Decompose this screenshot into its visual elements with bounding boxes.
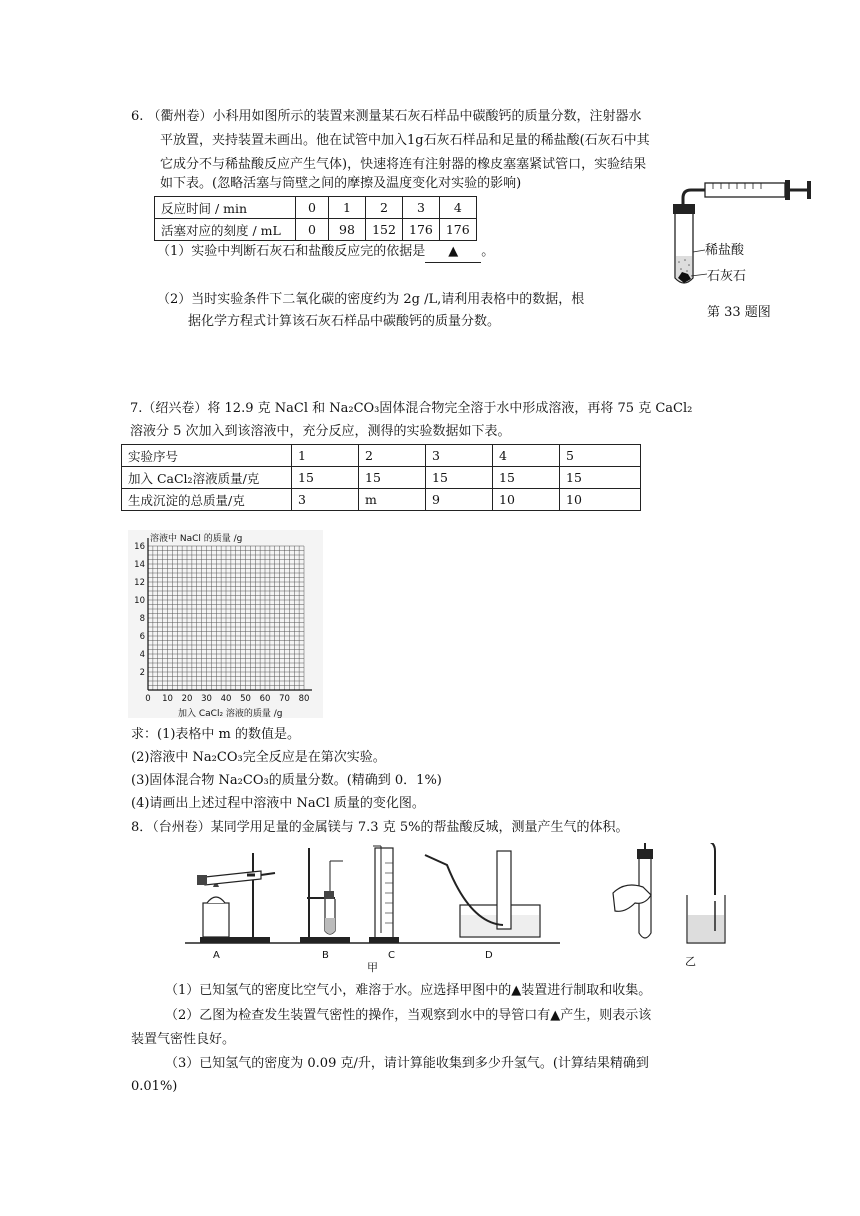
q6-line-2: 平放置，夹持装置未画出。他在试管中加入1g石灰石样品和足量的稀盐酸(石灰石中其 xyxy=(160,133,650,148)
apparatus-label-a: A xyxy=(213,950,220,961)
x-tick-label: 70 xyxy=(279,694,290,704)
q7-table xyxy=(121,444,641,511)
table-cell: 1 xyxy=(292,445,359,467)
x-tick-label: 40 xyxy=(220,694,232,704)
syringe-test-tube-figure xyxy=(655,170,820,305)
table-cell: 15 xyxy=(359,467,426,489)
x-tick-label: 0 xyxy=(145,694,151,704)
table-cell: 15 xyxy=(292,467,359,489)
table-cell: 98 xyxy=(329,219,366,241)
x-tick-label: 50 xyxy=(240,694,251,704)
table-cell: 9 xyxy=(426,489,493,511)
x-tick-label: 30 xyxy=(201,694,212,704)
table-cell: 3 xyxy=(426,445,493,467)
apparatus-yi-figure xyxy=(605,843,735,973)
table-cell: 生成沉淀的总质量/克 xyxy=(122,489,292,511)
q6-line-1: 6. （衢州卷）小科用如图所示的装置来测量某石灰石样品中碳酸钙的质量分数，注射器水 xyxy=(131,109,642,124)
table-cell: 15 xyxy=(560,467,641,489)
table-cell: 4 xyxy=(439,197,476,219)
table-cell: 活塞对应的刻度 / mL xyxy=(155,219,296,241)
chart-x-label: 加入 CaCl₂ 溶液的质量 /g xyxy=(178,709,283,718)
table-cell: 反应时间 / min xyxy=(155,197,296,219)
apparatus-label-b: B xyxy=(322,950,329,961)
y-tick-label: 6 xyxy=(139,632,145,642)
table-cell: 0 xyxy=(296,197,329,219)
group-label-jia: 甲 xyxy=(367,961,378,973)
q7-question-4: (4)请画出上述过程中溶液中 NaCl 质量的变化图。 xyxy=(131,796,425,811)
table-cell: 152 xyxy=(366,219,403,241)
y-tick-label: 4 xyxy=(139,650,145,660)
q6-line-4: 如下表。(忽略活塞与筒壁之间的摩擦及温度变化对实验的影响) xyxy=(160,176,522,191)
q6-sub1-text: （1）实验中判断石灰石和盐酸反应完的依据是 xyxy=(157,244,426,259)
table-cell: 1 xyxy=(329,197,366,219)
table-cell: 10 xyxy=(560,489,641,511)
table-cell: 10 xyxy=(493,489,560,511)
table-cell: 176 xyxy=(403,219,440,241)
q6-sub2-line2: 据化学方程式计算该石灰石样品中碳酸钙的质量分数。 xyxy=(188,314,501,329)
q7-line-2: 溶液分 5 次加入到该溶液中，充分反应，测得的实验数据如下表。 xyxy=(130,424,511,439)
table-cell: 0 xyxy=(296,219,329,241)
q6-sub1 xyxy=(157,242,494,263)
table-cell: 15 xyxy=(426,467,493,489)
q6-line-3: 它成分不与稀盐酸反应产生气体)，快速将连有注射器的橡皮塞塞紧试管口，实验结果 xyxy=(160,157,647,172)
q7-question-2: (2)溶液中 Na₂CO₃完全反应是在第次实验。 xyxy=(131,750,386,765)
y-tick-label: 12 xyxy=(134,578,145,588)
table-cell: 3 xyxy=(292,489,359,511)
q7-line-1: 7.（绍兴卷）将 12.9 克 NaCl 和 Na₂CO₃固体混合物完全溶于水中形成溶液，再将 75 克 CaCl₂ xyxy=(130,401,693,416)
apparatus-jia-figure xyxy=(185,843,560,973)
table-cell: 4 xyxy=(493,445,560,467)
y-tick-label: 8 xyxy=(139,614,145,624)
y-tick-label: 2 xyxy=(139,668,145,678)
x-tick-label: 20 xyxy=(181,694,193,704)
q6-sub2-line1: （2）当时实验条件下二氧化碳的密度约为 2g /L,请利用表格中的数据，根 xyxy=(157,292,585,307)
table-cell: 5 xyxy=(560,445,641,467)
table-cell: 加入 CaCl₂溶液质量/克 xyxy=(122,467,292,489)
table-row xyxy=(155,197,477,219)
q7-question-3: (3)固体混合物 Na₂CO₃的质量分数。(精确到 0．1%) xyxy=(131,773,442,788)
x-tick-label: 60 xyxy=(259,694,271,704)
q7-question-1: 求：(1)表格中 m 的数值是。 xyxy=(131,727,301,742)
q8-sub2-line1: （2）乙图为检查发生装置气密性的操作，当观察到水中的导管口有▲产生，则表示该 xyxy=(165,1008,652,1023)
y-tick-label: 16 xyxy=(134,542,145,552)
label-dilute-hcl: 稀盐酸 xyxy=(705,243,745,258)
chart-y-label: 溶液中 NaCl 的质量 /g xyxy=(150,534,243,544)
q8-sub1: （1）已知氢气的密度比空气小，难溶于水。应选择甲图中的▲装置进行制取和收集。 xyxy=(165,983,652,998)
label-limestone: 石灰石 xyxy=(707,269,747,284)
table-row xyxy=(122,489,641,511)
q8-sub2-line2: 装置气密性良好。 xyxy=(131,1032,236,1047)
table-row xyxy=(122,445,641,467)
table-cell: m xyxy=(359,489,426,511)
answer-blank: ▲ xyxy=(425,242,481,263)
x-tick-label: 80 xyxy=(298,694,310,704)
y-tick-label: 10 xyxy=(134,596,145,606)
q8-sub3-line2: 0.01%) xyxy=(131,1079,178,1094)
group-label-yi: 乙 xyxy=(685,955,696,968)
table-row xyxy=(155,219,477,241)
table-cell: 15 xyxy=(493,467,560,489)
q6-sub1-end: 。 xyxy=(481,244,495,259)
table-cell: 实验序号 xyxy=(122,445,292,467)
table-cell: 3 xyxy=(403,197,440,219)
apparatus-label-d: D xyxy=(485,950,493,961)
q8-sub3-line1: （3）已知氢气的密度为 0.09 克/升，请计算能收集到多少升氢气。(计算结果精确到 xyxy=(165,1056,649,1071)
x-tick-label: 10 xyxy=(162,694,173,704)
y-tick-label: 14 xyxy=(134,560,145,570)
table-cell: 176 xyxy=(439,219,476,241)
nacl-mass-grid xyxy=(128,530,323,718)
q8-line-1: 8．（台州卷）某同学用足量的金属镁与 7.3 克 5%的帮盐酸反城，测量产生气的体积。 xyxy=(131,820,629,835)
apparatus-label-c: C xyxy=(388,950,395,961)
table-cell: 2 xyxy=(359,445,426,467)
q6-table xyxy=(154,196,477,241)
table-row xyxy=(122,467,641,489)
q6-figure-caption: 第 33 题图 xyxy=(707,305,771,320)
table-cell: 2 xyxy=(366,197,403,219)
